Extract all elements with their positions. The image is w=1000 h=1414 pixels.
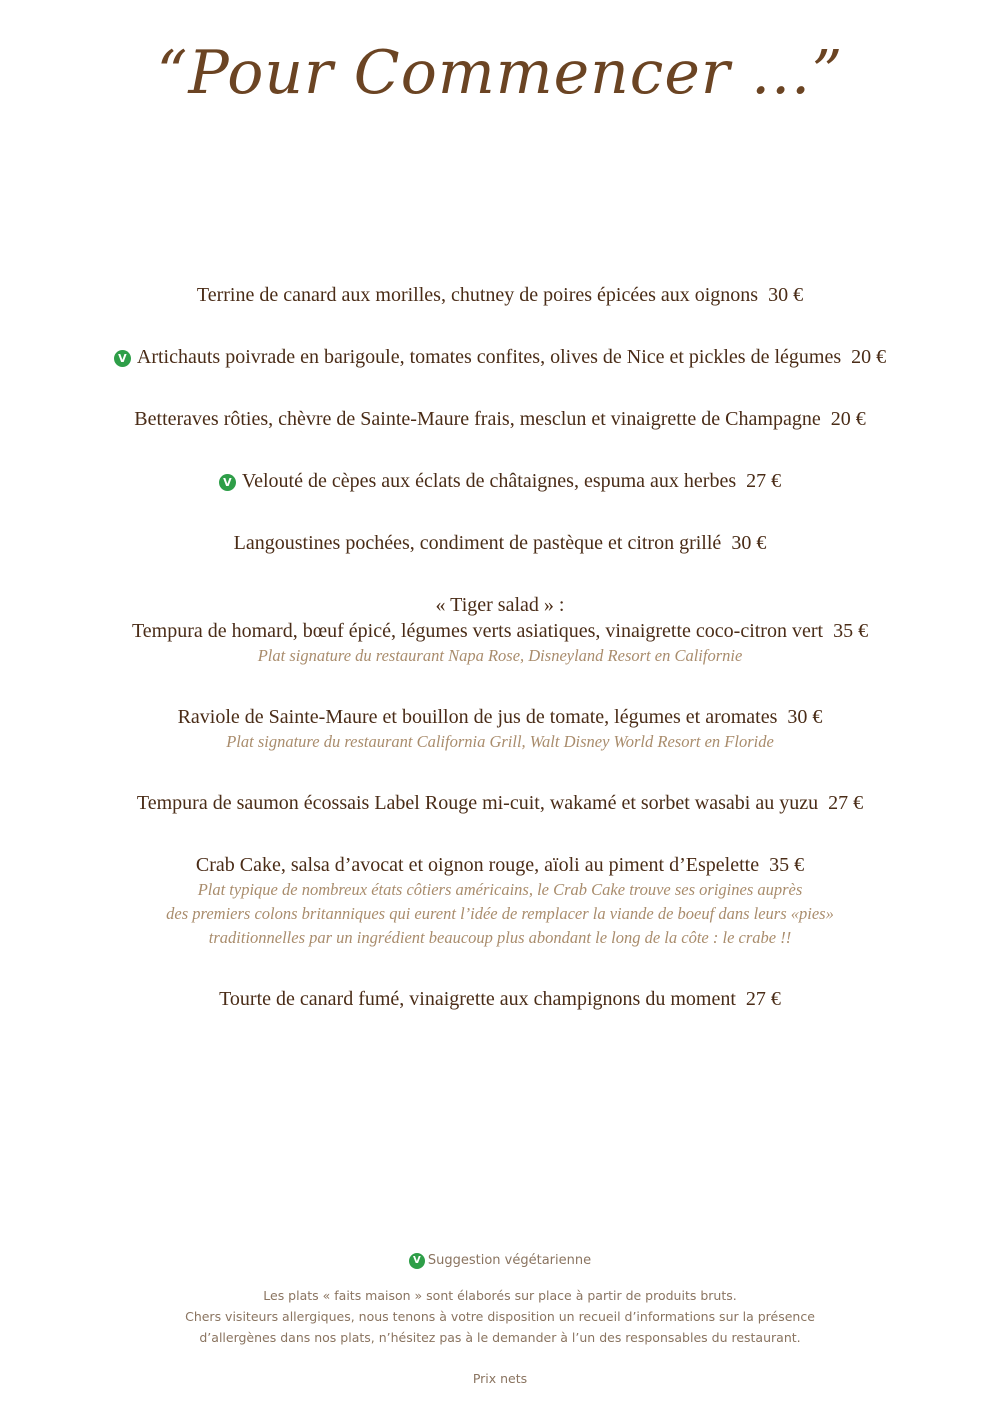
footer [0, 1250, 1000, 1389]
menu-item-note: Plat typique de nombreux états côtiers américains, le Crab Cake trouve ses origines auprès [197, 880, 803, 899]
menu-item-price: 27 € [828, 792, 864, 814]
menu-item-line [0, 986, 1000, 1012]
menu-item [0, 406, 1000, 432]
veg-legend-label: Suggestion végétarienne [427, 1253, 592, 1268]
menu-item-name: Betteraves rôties, chèvre de Sainte-Maure frais, mesclun et vinaigrette de Champagne [134, 408, 821, 430]
footer-line: d’allergènes dans nos plats, n’hésitez pas à le demander à l’un des responsables du restaurant. [199, 1330, 801, 1345]
menu-item [0, 282, 1000, 308]
menu-item-heading: « Tiger salad » : [435, 594, 565, 616]
vegetarian-icon: V [219, 474, 236, 491]
menu-item [0, 790, 1000, 816]
page-title: “Pour Commencer …” [156, 38, 844, 108]
menu-item-line [0, 530, 1000, 556]
menu-item [0, 468, 1000, 494]
menu-item [0, 530, 1000, 556]
menu-item [0, 592, 1000, 668]
menu-item-price: 30 € [787, 706, 823, 728]
menu-item-price: 20 € [851, 346, 887, 368]
menu-item-name: Crab Cake, salsa d’avocat et oignon rouge, aïoli au piment d’Espelette [195, 854, 760, 876]
menu-item-name: Raviole de Sainte-Maure et bouillon de jus de tomate, légumes et aromates [177, 706, 778, 728]
menu-item-name: Artichauts poivrade en barigoule, tomates confites, olives de Nice et pickles de légumes [136, 346, 842, 368]
vegetarian-icon: V [409, 1253, 425, 1269]
menu-item [0, 704, 1000, 754]
menu-item-note: des premiers colons britanniques qui eurent l’idée de remplacer la viande de boeuf dans leurs «pies» [166, 904, 834, 923]
menu-item-line [0, 468, 1000, 494]
menu-item-price: 20 € [830, 408, 866, 430]
prix-nets: Prix nets [472, 1371, 528, 1386]
menu-list [0, 282, 1000, 1048]
menu-item-note: traditionnelles par un ingrédient beaucoup plus abondant le long de la côte : le crabe !! [208, 928, 792, 947]
menu-item-note: Plat signature du restaurant California Grill, Walt Disney World Resort en Floride [226, 732, 774, 751]
menu-item-line [0, 704, 1000, 730]
menu-item [0, 852, 1000, 950]
menu-item [0, 344, 1000, 370]
menu-item-price: 27 € [745, 988, 781, 1010]
vegetarian-icon: V [114, 350, 131, 367]
menu-item-name: Terrine de canard aux morilles, chutney de poires épicées aux oignons [196, 284, 759, 306]
menu-item-line [0, 852, 1000, 878]
menu-item-name: Tourte de canard fumé, vinaigrette aux champignons du moment [219, 988, 736, 1010]
menu-item-price: 30 € [768, 284, 804, 306]
menu-item-name: Tempura de homard, bœuf épicé, légumes verts asiatiques, vinaigrette coco-citron vert [131, 620, 824, 642]
footer-line: Chers visiteurs allergiques, nous tenons à votre disposition un recueil d’informations sur la présence [185, 1309, 815, 1324]
menu-item-price: 27 € [746, 470, 782, 492]
menu-item-line [0, 618, 1000, 644]
menu-item [0, 986, 1000, 1012]
menu-item-price: 35 € [769, 854, 805, 876]
footer-line: Les plats « faits maison » sont élaborés sur place à partir de produits bruts. [263, 1288, 737, 1303]
menu-item-line [0, 344, 1000, 370]
menu-item-note: Plat signature du restaurant Napa Rose, Disneyland Resort en Californie [257, 646, 743, 665]
menu-item-name: Tempura de saumon écossais Label Rouge mi-cuit, wakamé et sorbet wasabi au yuzu [136, 792, 819, 814]
menu-item-line [0, 282, 1000, 308]
menu-item-name: Langoustines pochées, condiment de pastèque et citron grillé [233, 532, 722, 554]
menu-item-price: 30 € [731, 532, 767, 554]
veg-legend [0, 1250, 1000, 1271]
menu-item-line [0, 406, 1000, 432]
menu-item-line [0, 790, 1000, 816]
menu-item-name: Velouté de cèpes aux éclats de châtaignes, espuma aux herbes [241, 470, 737, 492]
menu-item-price: 35 € [833, 620, 869, 642]
